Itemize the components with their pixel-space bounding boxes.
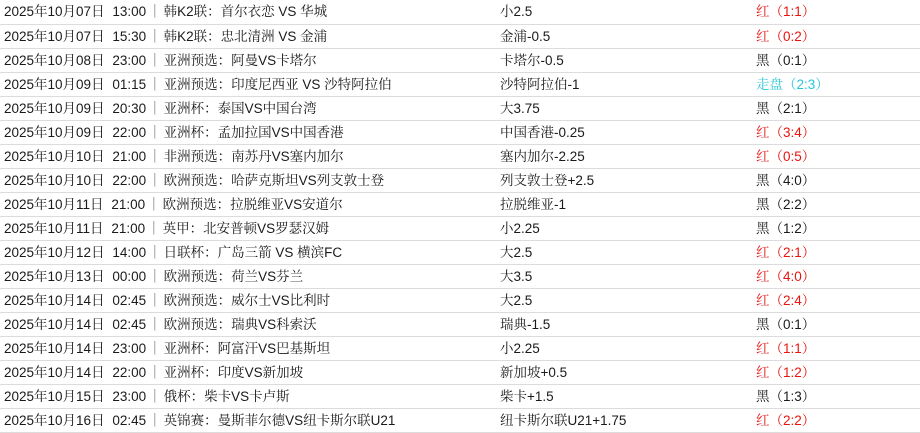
- match-cell: [0, 144, 496, 168]
- match-time: 22:00: [112, 364, 147, 380]
- league-name: 亚洲杯：: [163, 364, 218, 380]
- match-date: 2025年10月13日: [4, 268, 105, 284]
- result-cell: 红（3:4）: [752, 120, 920, 144]
- match-date: 2025年10月09日: [4, 100, 105, 116]
- pick-cell: 大3.75: [496, 96, 752, 120]
- league-name: 亚洲杯：: [163, 124, 218, 140]
- separator: ｜: [148, 388, 162, 404]
- match-date: 2025年10月10日: [4, 148, 105, 164]
- match-cell: [0, 312, 496, 336]
- league-name: 韩K2联：: [163, 4, 221, 20]
- result-cell: 红（2:2）: [752, 408, 920, 432]
- pick-cell: 小2.25: [496, 216, 752, 240]
- table-row: [0, 144, 920, 168]
- pick-cell: 拉脱维亚-1: [496, 192, 752, 216]
- separator: ｜: [148, 28, 162, 44]
- match-time: 20:30: [112, 100, 147, 116]
- match-time: 23:00: [112, 52, 147, 68]
- teams: 哈萨克斯坦VS列支敦士登: [231, 172, 385, 188]
- table-row: [0, 48, 920, 72]
- pick-cell: 新加坡+0.5: [496, 360, 752, 384]
- match-date: 2025年10月09日: [4, 76, 105, 92]
- separator: ｜: [148, 316, 162, 332]
- match-cell: [0, 336, 496, 360]
- teams: 印度尼西亚 VS 沙特阿拉伯: [231, 76, 392, 92]
- result-cell: 黑（0:1）: [752, 48, 920, 72]
- league-name: 日联杯：: [163, 244, 218, 260]
- separator: ｜: [148, 340, 162, 356]
- match-cell: [0, 0, 496, 24]
- match-time: 21:00: [112, 148, 147, 164]
- table-row: [0, 360, 920, 384]
- table-row: [0, 240, 920, 264]
- result-cell: 黑（2:1）: [752, 96, 920, 120]
- league-name: 非洲预选：: [163, 148, 232, 164]
- pick-cell: 大2.5: [496, 240, 752, 264]
- match-date: 2025年10月16日: [4, 412, 105, 428]
- match-cell: [0, 408, 496, 432]
- result-cell: 红（1:1）: [752, 0, 920, 24]
- table-row: [0, 288, 920, 312]
- table-row: [0, 168, 920, 192]
- teams: 首尔衣恋 VS 华城: [220, 4, 328, 20]
- result-cell: 走盘（2:3）: [752, 72, 920, 96]
- match-date: 2025年10月10日: [4, 172, 105, 188]
- match-time: 23:00: [112, 388, 147, 404]
- match-date: 2025年10月12日: [4, 244, 105, 260]
- result-cell: 黑（1:3）: [752, 384, 920, 408]
- result-cell: 红（0:2）: [752, 24, 920, 48]
- separator: ｜: [148, 364, 162, 380]
- league-name: 韩K2联：: [163, 28, 221, 44]
- pick-cell: 大3.5: [496, 264, 752, 288]
- league-name: 欧洲预选：: [163, 292, 232, 308]
- separator: ｜: [148, 52, 162, 68]
- match-cell: [0, 24, 496, 48]
- league-name: 亚洲杯：: [163, 340, 218, 356]
- table-row: [0, 216, 920, 240]
- separator: ｜: [148, 124, 162, 140]
- teams: 印度VS新加坡: [217, 364, 304, 380]
- match-time: 02:45: [112, 412, 147, 428]
- match-cell: [0, 216, 496, 240]
- pick-cell: 柴卡+1.5: [496, 384, 752, 408]
- match-cell: [0, 48, 496, 72]
- league-name: 亚洲杯：: [163, 100, 218, 116]
- teams: 阿曼VS卡塔尔: [231, 52, 317, 68]
- result-cell: 红（2:1）: [752, 240, 920, 264]
- league-name: 亚洲预选：: [163, 52, 232, 68]
- match-cell: [0, 192, 496, 216]
- result-cell: 黑（4:0）: [752, 168, 920, 192]
- table-row: [0, 264, 920, 288]
- league-name: 欧洲预选：: [163, 268, 232, 284]
- match-cell: [0, 264, 496, 288]
- table-row: [0, 384, 920, 408]
- teams: 泰国VS中国台湾: [217, 100, 317, 116]
- match-cell: [0, 72, 496, 96]
- match-date: 2025年10月14日: [4, 316, 105, 332]
- separator: ｜: [148, 292, 162, 308]
- league-name: 英锦赛：: [163, 412, 218, 428]
- result-cell: 红（1:2）: [752, 360, 920, 384]
- table-row: [0, 96, 920, 120]
- result-cell: 黑（1:2）: [752, 216, 920, 240]
- league-name: 欧洲预选：: [163, 172, 232, 188]
- match-date: 2025年10月14日: [4, 364, 105, 380]
- teams: 柴卡VS卡卢斯: [204, 388, 290, 404]
- match-date: 2025年10月09日: [4, 124, 105, 140]
- match-cell: [0, 120, 496, 144]
- pick-cell: 小2.5: [496, 0, 752, 24]
- pick-cell: 塞内加尔-2.25: [496, 144, 752, 168]
- league-name: 欧洲预选：: [162, 196, 231, 212]
- separator: ｜: [147, 220, 161, 236]
- table-row: [0, 120, 920, 144]
- result-cell: 黑（0:1）: [752, 312, 920, 336]
- match-date: 2025年10月14日: [4, 292, 105, 308]
- table-row: [0, 72, 920, 96]
- match-time: 14:00: [112, 244, 147, 260]
- teams: 拉脱维亚VS安道尔: [230, 196, 343, 212]
- table-row: [0, 0, 920, 24]
- result-cell: 黑（2:2）: [752, 192, 920, 216]
- teams: 瑞典VS科索沃: [231, 316, 317, 332]
- pick-cell: 中国香港-0.25: [496, 120, 752, 144]
- separator: ｜: [148, 268, 162, 284]
- match-date: 2025年10月07日: [4, 28, 105, 44]
- separator: ｜: [148, 148, 162, 164]
- table-row: [0, 408, 920, 432]
- match-date: 2025年10月08日: [4, 52, 105, 68]
- match-time: 21:00: [111, 220, 146, 236]
- match-time: 13:00: [112, 4, 147, 20]
- teams: 威尔士VS比利时: [231, 292, 331, 308]
- pick-cell: 金浦-0.5: [496, 24, 752, 48]
- match-cell: [0, 288, 496, 312]
- match-cell: [0, 240, 496, 264]
- match-time: 02:45: [112, 292, 147, 308]
- separator: ｜: [148, 76, 162, 92]
- match-cell: [0, 168, 496, 192]
- pick-cell: 小2.25: [496, 336, 752, 360]
- match-time: 00:00: [112, 268, 147, 284]
- result-cell: 红（4:0）: [752, 264, 920, 288]
- match-cell: [0, 96, 496, 120]
- match-date: 2025年10月14日: [4, 340, 105, 356]
- separator: ｜: [148, 412, 162, 428]
- league-name: 欧洲预选：: [163, 316, 232, 332]
- match-time: 22:00: [112, 172, 147, 188]
- result-cell: 红（2:4）: [752, 288, 920, 312]
- teams: 曼斯菲尔德VS纽卡斯尔联U21: [217, 412, 396, 428]
- league-name: 英甲：: [162, 220, 204, 236]
- match-time: 02:45: [112, 316, 147, 332]
- result-cell: 红（0:5）: [752, 144, 920, 168]
- teams: 北安普顿VS罗瑟汉姆: [203, 220, 330, 236]
- match-date: 2025年10月07日: [4, 4, 105, 20]
- pick-cell: 纽卡斯尔联U21+1.75: [496, 408, 752, 432]
- pick-cell: 卡塔尔-0.5: [496, 48, 752, 72]
- pick-cell: 瑞典-1.5: [496, 312, 752, 336]
- separator: ｜: [148, 4, 162, 20]
- match-time: 22:00: [112, 124, 147, 140]
- separator: ｜: [148, 100, 162, 116]
- separator: ｜: [147, 196, 161, 212]
- teams: 广岛三箭 VS 横滨FC: [217, 244, 343, 260]
- table-row: [0, 24, 920, 48]
- league-name: 俄杯：: [163, 388, 205, 404]
- match-date: 2025年10月15日: [4, 388, 105, 404]
- result-cell: 红（1:1）: [752, 336, 920, 360]
- teams: 荷兰VS芬兰: [231, 268, 304, 284]
- teams: 忠北清洲 VS 金浦: [220, 28, 328, 44]
- match-date: 2025年10月11日: [4, 220, 104, 236]
- table-row: [0, 312, 920, 336]
- league-name: 亚洲预选：: [163, 76, 232, 92]
- match-time: 23:00: [112, 340, 147, 356]
- match-cell: [0, 384, 496, 408]
- table-row: [0, 192, 920, 216]
- teams: 阿富汗VS巴基斯坦: [217, 340, 331, 356]
- match-cell: [0, 360, 496, 384]
- match-time: 21:00: [111, 196, 146, 212]
- pick-cell: 大2.5: [496, 288, 752, 312]
- match-time: 15:30: [112, 28, 147, 44]
- teams: 孟加拉国VS中国香港: [217, 124, 344, 140]
- separator: ｜: [148, 244, 162, 260]
- pick-cell: 列支敦士登+2.5: [496, 168, 752, 192]
- match-date: 2025年10月11日: [4, 196, 104, 212]
- teams: 南苏丹VS塞内加尔: [231, 148, 344, 164]
- table-row: [0, 336, 920, 360]
- separator: ｜: [148, 172, 162, 188]
- match-time: 01:15: [112, 76, 147, 92]
- pick-cell: 沙特阿拉伯-1: [496, 72, 752, 96]
